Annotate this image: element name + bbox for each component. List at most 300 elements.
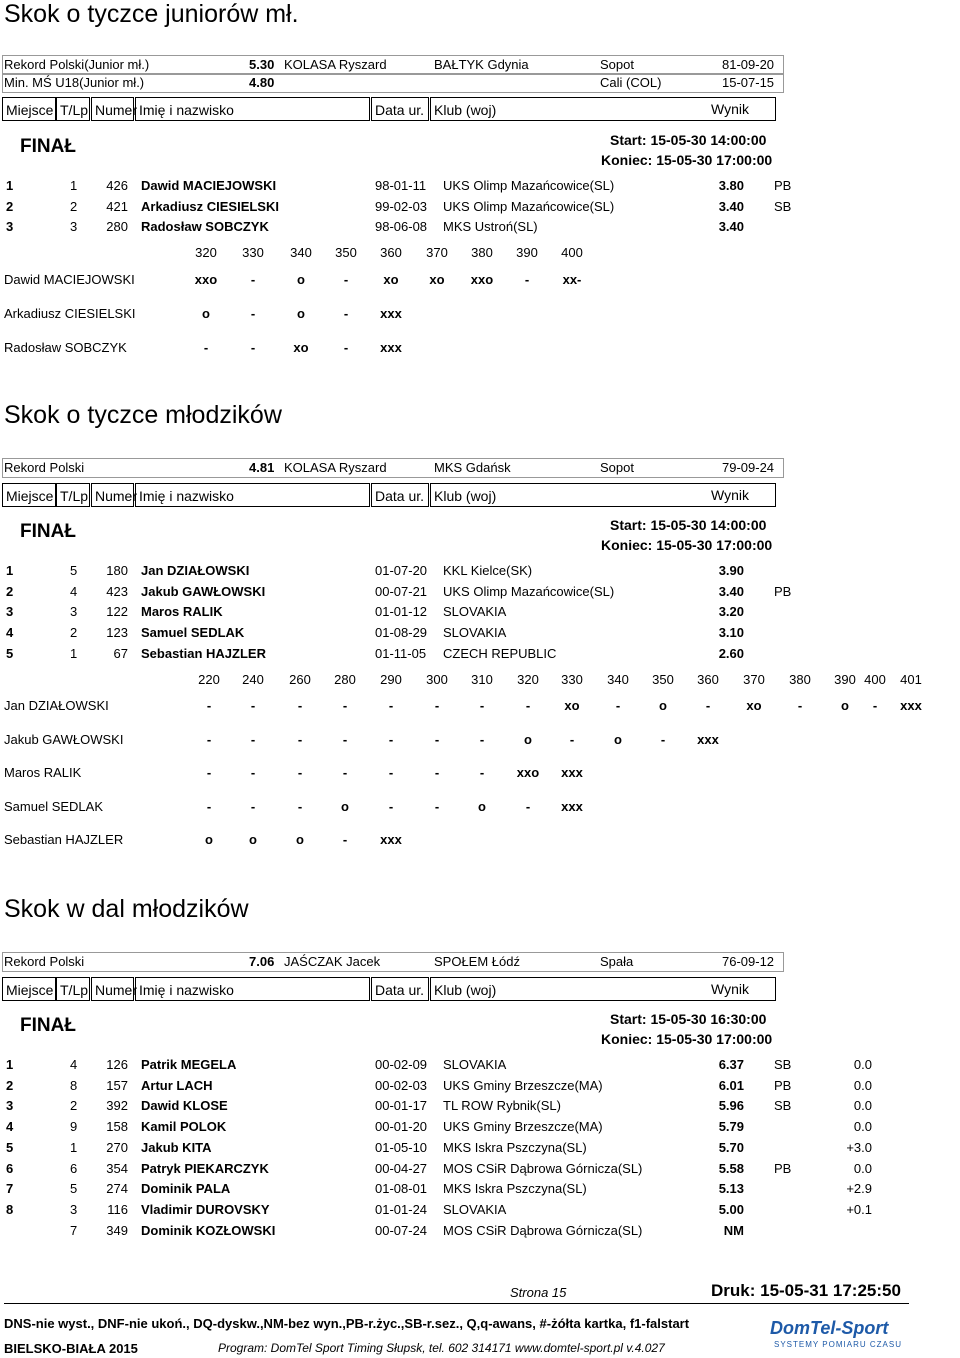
record-place: Sopot	[600, 460, 634, 475]
place: 3	[6, 219, 14, 235]
attempt-mark: xxo	[194, 272, 218, 287]
lane: 4	[70, 1057, 78, 1072]
attempt-mark: -	[343, 272, 349, 287]
attempt-mark: -	[206, 698, 212, 713]
place: 1	[6, 178, 14, 193]
birth-date: 01-05-10	[375, 1139, 428, 1155]
attempt-mark: o	[249, 832, 257, 847]
header-data: Data ur.	[371, 483, 429, 507]
birth-date: 01-08-29	[375, 625, 428, 641]
height-label: 260	[289, 672, 311, 687]
place: 4	[6, 625, 14, 641]
attempt-mark: xo	[746, 698, 762, 713]
record-club: MKS Gdańsk	[434, 460, 511, 475]
attempt-mark: o	[296, 832, 304, 847]
result: 3.20	[718, 604, 744, 620]
record-date: 76-09-12	[722, 954, 775, 969]
section-title: Skok o tyczce młodzików	[4, 401, 282, 429]
club: SLOVAKIA	[443, 1057, 507, 1072]
athlete-name: Sebastian HAJZLER	[141, 645, 266, 661]
header-numer: Numer	[91, 977, 134, 1001]
attempt-mark: -	[342, 832, 348, 847]
header-tlp: T/Lp	[56, 97, 90, 121]
athlete-name: Radosław SOBCZYK	[4, 340, 127, 355]
lane: 1	[70, 645, 78, 661]
lane: 7	[70, 1222, 78, 1238]
height-label: 330	[561, 672, 583, 687]
result-row	[0, 1098, 960, 1118]
attempt-mark: o	[205, 832, 213, 847]
birth-date: 00-07-24	[375, 1222, 428, 1238]
wind: 0.0	[853, 1077, 872, 1093]
attempt-mark: xo	[429, 272, 445, 287]
place: 1	[6, 1057, 14, 1072]
bib-number: 280	[106, 219, 128, 235]
attempt-mark: o	[341, 798, 349, 814]
result-row	[0, 1078, 960, 1098]
record-holder: KOLASA Ryszard	[284, 57, 387, 72]
height-label: 360	[380, 245, 402, 260]
record-note: SB	[774, 1098, 792, 1114]
attempt-mark: xxo	[516, 765, 540, 780]
heights-row	[0, 672, 960, 692]
record-value: 4.80	[249, 75, 275, 90]
attempt-row	[0, 832, 960, 852]
attempt-mark: xo	[383, 272, 399, 287]
club: SLOVAKIA	[443, 625, 507, 641]
height-label: 380	[471, 245, 493, 260]
lane: 6	[70, 1160, 78, 1176]
height-label: 240	[242, 672, 264, 687]
wind: 0.0	[853, 1160, 872, 1176]
bib-number: 423	[106, 583, 128, 599]
place: 6	[6, 1160, 14, 1176]
result: 3.80	[718, 178, 744, 193]
wind: +2.9	[846, 1181, 872, 1197]
final-label: FINAŁ	[20, 521, 76, 542]
attempt-mark: -	[297, 698, 303, 713]
place: 3	[6, 604, 14, 620]
header-klub: Klub (woj)	[430, 97, 776, 121]
attempt-mark: o	[524, 731, 532, 747]
section-title: Skok w dal młodzików	[4, 895, 249, 923]
birth-date: 01-01-12	[375, 604, 428, 620]
birth-date: 00-02-03	[375, 1077, 428, 1093]
attempt-mark: -	[297, 798, 303, 814]
club: SLOVAKIA	[443, 604, 507, 620]
lane: 3	[70, 219, 78, 235]
result-row	[0, 563, 960, 583]
athlete-name: Jakub GAWŁOWSKI	[141, 583, 266, 599]
attempt-row	[0, 272, 960, 292]
place: 2	[6, 198, 14, 214]
result: 5.13	[718, 1181, 744, 1197]
height-label: 370	[743, 672, 765, 687]
club: CZECH REPUBLIC	[443, 645, 557, 661]
domtel-logo	[760, 1318, 910, 1352]
record-holder: KOLASA Ryszard	[284, 460, 387, 475]
result-row	[0, 625, 960, 645]
place: 3	[6, 1098, 14, 1114]
program-info: Program: DomTel Sport Timing Słupsk, tel. 602 314171 www.domtel-sport.pl v.4.027	[218, 1341, 665, 1355]
start-time: Start: 15-05-30 14:00:00	[610, 132, 767, 148]
bib-number: 392	[106, 1098, 128, 1114]
record-note: SB	[774, 1057, 792, 1072]
result-row	[0, 604, 960, 624]
attempt-mark: xxo	[470, 272, 494, 287]
result: 5.00	[718, 1201, 744, 1217]
attempt-mark: xxx	[380, 306, 402, 321]
result: 3.90	[718, 563, 744, 578]
birth-date: 99-02-03	[375, 198, 428, 214]
attempt-mark: xxx	[900, 698, 922, 713]
club: TL ROW Rybnik(SL)	[443, 1098, 561, 1114]
header-imie: Imię i nazwisko	[135, 97, 370, 121]
bib-number: 426	[106, 178, 128, 193]
lane: 9	[70, 1119, 78, 1135]
place: 4	[6, 1119, 14, 1135]
height-label: 370	[426, 245, 448, 260]
record-value: 4.81	[249, 460, 275, 475]
bib-number: 274	[106, 1181, 128, 1197]
attempt-mark: -	[206, 731, 212, 747]
height-label: 400	[561, 245, 583, 260]
result-row	[0, 1202, 960, 1222]
result-row	[0, 1119, 960, 1139]
result: 6.37	[718, 1057, 744, 1072]
attempt-mark: -	[660, 731, 666, 747]
club: UKS Olimp Mazańcowice(SL)	[443, 583, 615, 599]
result: 3.40	[718, 219, 744, 235]
record-club: BAŁTYK Gdynia	[434, 57, 529, 72]
result-row	[0, 646, 960, 666]
birth-date: 98-01-11	[375, 178, 427, 193]
attempt-mark: -	[342, 731, 348, 747]
attempt-mark: -	[297, 765, 303, 780]
bib-number: 349	[106, 1222, 128, 1238]
attempt-mark: o	[614, 731, 622, 747]
height-label: 280	[334, 672, 356, 687]
birth-date: 00-02-09	[375, 1057, 428, 1072]
height-label: 350	[335, 245, 357, 260]
place: 1	[6, 563, 14, 578]
attempt-mark: -	[250, 272, 256, 287]
attempt-mark: -	[872, 698, 878, 713]
legend: DNS-nie wyst., DNF-nie ukoń., DQ-dyskw.,NM-bez wyn.,PB-r.życ.,SB-r.sez., Q,q-awans, #-żółta kartka, f1-falstart	[4, 1316, 690, 1331]
height-label: 390	[834, 672, 856, 687]
club: MKS Iskra Pszczyna(SL)	[443, 1181, 587, 1197]
birth-date: 98-06-08	[375, 219, 428, 235]
result: 5.96	[718, 1098, 744, 1114]
athlete-name: Maros RALIK	[141, 604, 223, 620]
athlete-name: Patryk PIEKARCZYK	[141, 1160, 269, 1176]
height-label: 300	[426, 672, 448, 687]
attempt-row	[0, 340, 960, 360]
record-place: Sopot	[600, 57, 634, 72]
club: MKS Ustroń(SL)	[443, 219, 538, 235]
attempt-mark: -	[434, 798, 440, 814]
header-wynik: Wynik	[711, 981, 749, 997]
athlete-name: Radosław SOBCZYK	[141, 219, 269, 235]
event-name: BIELSKO-BIAŁA 2015	[4, 1341, 138, 1356]
height-label: 401	[900, 672, 922, 687]
record-holder: JAŚCZAK Jacek	[284, 954, 381, 969]
attempt-mark: -	[297, 731, 303, 747]
wind: 0.0	[853, 1098, 872, 1114]
record-label: Rekord Polski	[4, 954, 85, 969]
attempt-row	[0, 765, 960, 785]
athlete-name: Samuel SEDLAK	[4, 798, 103, 814]
header-data: Data ur.	[371, 97, 429, 121]
height-label: 320	[195, 245, 217, 260]
club: KKL Kielce(SK)	[443, 563, 533, 578]
record-note: SB	[774, 198, 792, 214]
wind: 0.0	[853, 1119, 872, 1135]
birth-date: 01-11-05	[375, 645, 427, 661]
height-label: 330	[242, 245, 264, 260]
print-time: Druk: 15-05-31 17:25:50	[711, 1281, 901, 1300]
place: 5	[6, 645, 14, 661]
height-label: 360	[697, 672, 719, 687]
attempt-mark: -	[343, 340, 349, 355]
bib-number: 157	[106, 1077, 128, 1093]
final-label: FINAŁ	[20, 1015, 76, 1036]
logo-text: DomTel-Sport	[770, 1318, 889, 1338]
attempt-mark: -	[388, 798, 394, 814]
club: UKS Gminy Brzeszcze(MA)	[443, 1077, 603, 1093]
attempt-mark: -	[206, 765, 212, 780]
athlete-name: Jan DZIAŁOWSKI	[141, 563, 250, 578]
record-row-box	[2, 458, 784, 478]
record-date: 81-09-20	[722, 57, 775, 72]
bib-number: 67	[113, 645, 128, 661]
result-row	[0, 1057, 960, 1077]
athlete-name: Artur LACH	[141, 1077, 213, 1093]
footer-rule	[4, 1303, 909, 1304]
attempt-mark: o	[478, 798, 486, 814]
lane: 3	[70, 1201, 78, 1217]
athlete-name: Sebastian HAJZLER	[4, 832, 124, 847]
header-miejsce: Miejsce	[2, 977, 56, 1001]
attempt-mark: o	[297, 272, 305, 287]
height-label: 380	[789, 672, 811, 687]
attempt-mark: -	[479, 698, 485, 713]
wind: +0.1	[846, 1201, 872, 1217]
height-label: 400	[864, 672, 886, 687]
header-numer: Numer	[91, 97, 134, 121]
record-note: PB	[774, 583, 792, 599]
attempt-mark: -	[388, 765, 394, 780]
header-tlp: T/Lp	[56, 483, 90, 507]
start-time: Start: 15-05-30 14:00:00	[610, 517, 767, 533]
end-time: Koniec: 15-05-30 17:00:00	[601, 152, 773, 168]
logo-subtitle: SYSTEMY POMIARU CZASU	[774, 1340, 902, 1349]
attempt-mark: -	[342, 765, 348, 780]
end-time: Koniec: 15-05-30 17:00:00	[601, 1031, 773, 1047]
attempt-mark: o	[202, 306, 210, 321]
lane: 2	[70, 198, 78, 214]
section-title: Skok o tyczce juniorów mł.	[4, 0, 299, 28]
result: 6.01	[718, 1077, 744, 1093]
result-row	[0, 1181, 960, 1201]
header-tlp: T/Lp	[56, 977, 90, 1001]
place: 2	[6, 1077, 14, 1093]
record-value: 7.06	[249, 954, 275, 969]
end-time: Koniec: 15-05-30 17:00:00	[601, 537, 773, 553]
height-label: 220	[198, 672, 220, 687]
athlete-name: Kamil POLOK	[141, 1119, 227, 1135]
attempt-mark: -	[434, 731, 440, 747]
height-label: 350	[652, 672, 674, 687]
attempt-mark: -	[797, 698, 803, 713]
result: 3.40	[718, 583, 744, 599]
header-klub: Klub (woj)	[430, 483, 776, 507]
attempt-mark: -	[342, 698, 348, 713]
attempt-mark: -	[479, 765, 485, 780]
attempt-mark: -	[250, 698, 256, 713]
record-note: PB	[774, 1160, 792, 1176]
attempt-mark: xxx	[380, 340, 402, 355]
athlete-name: Dawid MACIEJOWSKI	[4, 272, 135, 287]
attempt-row	[0, 799, 960, 819]
attempt-mark: -	[615, 698, 621, 713]
athlete-name: Arkadiusz CIESIELSKI	[141, 198, 279, 214]
record-note: PB	[774, 1077, 792, 1093]
club: UKS Olimp Mazańcowice(SL)	[443, 198, 615, 214]
record-club: SPOŁEM Łódź	[434, 954, 520, 969]
header-data: Data ur.	[371, 977, 429, 1001]
birth-date: 01-08-01	[375, 1181, 428, 1197]
athlete-name: Jakub GAWŁOWSKI	[4, 731, 124, 747]
birth-date: 00-01-17	[375, 1098, 428, 1114]
bib-number: 421	[106, 198, 128, 214]
club: SLOVAKIA	[443, 1201, 507, 1217]
club: UKS Olimp Mazańcowice(SL)	[443, 178, 615, 193]
birth-date: 00-07-21	[375, 583, 428, 599]
attempt-mark: -	[524, 272, 530, 287]
lane: 2	[70, 1098, 78, 1114]
attempt-mark: xo	[564, 698, 580, 713]
birth-date: 01-07-20	[375, 563, 428, 578]
lane: 4	[70, 583, 78, 599]
header-miejsce: Miejsce	[2, 97, 56, 121]
bib-number: 122	[106, 604, 128, 620]
bib-number: 116	[107, 1201, 128, 1217]
result: 3.40	[718, 198, 744, 214]
attempt-mark: -	[343, 306, 349, 321]
height-label: 340	[607, 672, 629, 687]
attempt-mark: o	[297, 306, 305, 321]
record-label: Rekord Polski	[4, 460, 85, 475]
attempt-mark: -	[434, 765, 440, 780]
height-label: 290	[380, 672, 402, 687]
result-row	[0, 178, 960, 198]
bib-number: 126	[106, 1057, 128, 1072]
attempt-mark: -	[250, 798, 256, 814]
athlete-name: Arkadiusz CIESIELSKI	[4, 306, 136, 321]
athlete-name: Patrik MEGELA	[141, 1057, 237, 1072]
header-wynik: Wynik	[711, 487, 749, 503]
attempt-mark: xo	[293, 340, 309, 355]
lane: 1	[70, 1139, 78, 1155]
height-label: 340	[290, 245, 312, 260]
bib-number: 158	[106, 1119, 128, 1135]
attempt-mark: -	[388, 731, 394, 747]
lane: 3	[70, 604, 78, 620]
record-row-box	[2, 952, 784, 972]
athlete-name: Samuel SEDLAK	[141, 625, 245, 641]
attempt-mark: -	[206, 798, 212, 814]
record-place: Cali (COL)	[600, 75, 662, 90]
athlete-name: Dawid KLOSE	[141, 1098, 228, 1114]
result-row	[0, 584, 960, 604]
birth-date: 01-01-24	[375, 1201, 428, 1217]
place: 5	[6, 1139, 14, 1155]
attempt-mark: o	[659, 698, 667, 713]
result: 5.79	[718, 1119, 744, 1135]
attempt-mark: xxx	[561, 765, 583, 780]
final-label: FINAŁ	[20, 136, 76, 157]
athlete-name: Dominik PALA	[141, 1181, 231, 1197]
club: MOS CSiR Dąbrowa Górnicza(SL)	[443, 1222, 643, 1238]
header-klub: Klub (woj)	[430, 977, 776, 1001]
height-label: 390	[516, 245, 538, 260]
attempt-mark: -	[705, 698, 711, 713]
wind: 0.0	[853, 1057, 872, 1072]
result-row	[0, 219, 960, 239]
attempt-mark: -	[569, 731, 575, 747]
lane: 8	[70, 1077, 78, 1093]
start-time: Start: 15-05-30 16:30:00	[610, 1011, 767, 1027]
attempt-mark: -	[250, 765, 256, 780]
attempt-mark: xxx	[561, 798, 583, 814]
attempt-mark: -	[250, 306, 256, 321]
attempt-mark: -	[479, 731, 485, 747]
height-label: 310	[471, 672, 493, 687]
result: NM	[723, 1222, 744, 1238]
athlete-name: Dominik KOZŁOWSKI	[141, 1222, 276, 1238]
result-row	[0, 1140, 960, 1160]
wind: +3.0	[846, 1139, 872, 1155]
lane: 5	[70, 563, 78, 578]
attempt-row	[0, 306, 960, 326]
athlete-name: Dawid MACIEJOWSKI	[141, 178, 277, 193]
attempt-mark: xxx	[697, 731, 719, 747]
club: MKS Iskra Pszczyna(SL)	[443, 1139, 587, 1155]
birth-date: 00-01-20	[375, 1119, 428, 1135]
attempt-row	[0, 698, 960, 718]
place: 7	[6, 1181, 14, 1197]
attempt-row	[0, 732, 960, 752]
header-imie: Imię i nazwisko	[135, 483, 370, 507]
record-label: Min. MŚ U18(Junior mł.)	[4, 75, 145, 90]
attempt-mark: -	[388, 698, 394, 713]
lane: 5	[70, 1181, 78, 1197]
page-number: Strona 15	[510, 1285, 567, 1300]
bib-number: 270	[106, 1139, 128, 1155]
result-row	[0, 1223, 960, 1243]
record-value: 5.30	[249, 57, 275, 72]
bib-number: 180	[106, 563, 128, 578]
athlete-name: Jan DZIAŁOWSKI	[4, 698, 109, 713]
record-place: Spała	[600, 954, 634, 969]
attempt-mark: xx-	[562, 272, 582, 287]
bib-number: 354	[106, 1160, 128, 1176]
attempt-mark: xxx	[380, 832, 402, 847]
header-miejsce: Miejsce	[2, 483, 56, 507]
club: MOS CSiR Dąbrowa Górnicza(SL)	[443, 1160, 643, 1176]
attempt-mark: -	[525, 798, 531, 814]
